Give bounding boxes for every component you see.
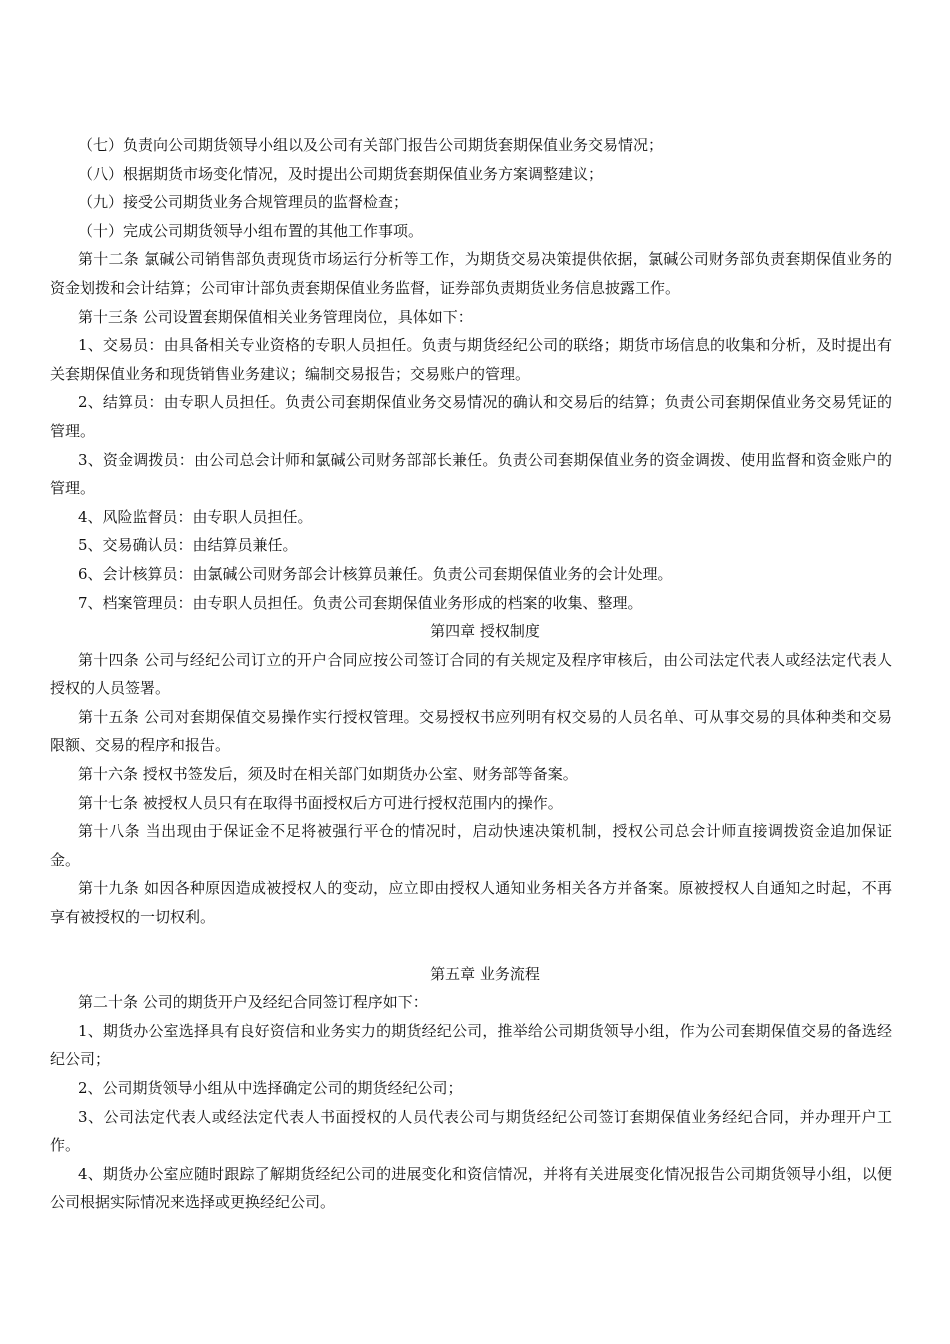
article-14: [50, 646, 892, 703]
article-14-text: 第十四条 公司与经纪公司订立的开户合同应按公司签订合同的有关规定及程序审核后，由公司法定代表人或经法定代表人授权的人员签署。: [50, 650, 892, 698]
article-13: [78, 303, 892, 332]
role-settlement: [50, 388, 892, 445]
article-15: [50, 703, 892, 760]
role-confirm: [78, 531, 892, 560]
article-17-text: 第十七条 被授权人员只有在取得书面授权后方可进行授权范围内的操作。: [78, 793, 563, 812]
clause-8: [78, 160, 892, 189]
clause-7-text: （七）负责向公司期货领导小组以及公司有关部门报告公司期货套期保值业务交易情况；: [78, 136, 664, 154]
procedure-step-3: [50, 1103, 892, 1160]
article-18: [50, 817, 892, 874]
article-13-text: 第十三条 公司设置套期保值相关业务管理岗位，具体如下：: [78, 307, 473, 326]
role-trader: [50, 331, 892, 388]
article-16: [78, 760, 892, 789]
role-trader-text: 1、交易员：由具备相关专业资格的专职人员担任。负责与期货经纪公司的联络；期货市场信息的收集和分析，及时提出有关套期保值业务和现货销售业务建议；编制交易报告；交易账户的管理。: [50, 336, 892, 383]
role-accounting: [78, 560, 892, 589]
section-spacer: [78, 932, 892, 960]
role-funds: [50, 446, 892, 503]
role-archive-text: 7、档案管理员：由专职人员担任。负责公司套期保值业务形成的档案的收集、整理。: [78, 593, 643, 612]
role-confirm-text: 5、交易确认员：由结算员兼任。: [78, 536, 298, 555]
clause-9: [78, 188, 892, 217]
role-risk-text: 4、风险监督员：由专职人员担任。: [78, 507, 313, 526]
procedure-step-4-text: 4、期货办公室应随时跟踪了解期货经纪公司的进展变化和资信情况，并将有关进展变化情况报告公司期货领导小组，以便公司根据实际情况来选择或更换经纪公司。: [50, 1164, 892, 1212]
article-15-text: 第十五条 公司对套期保值交易操作实行授权管理。交易授权书应列明有权交易的人员名单、可从事交易的具体种类和交易限额、交易的程序和报告。: [50, 707, 892, 755]
role-funds-text: 3、资金调拨员：由公司总会计师和氯碱公司财务部部长兼任。负责公司套期保值业务的资金调拨、使用监督和资金账户的管理。: [50, 450, 892, 498]
article-19: [50, 874, 892, 931]
clause-10-text: （十）完成公司期货领导小组布置的其他工作事项。: [78, 221, 424, 240]
procedure-step-1-text: 1、期货办公室选择具有良好资信和业务实力的期货经纪公司，推举给公司期货领导小组，作为公司套期保值交易的备选经纪公司；: [50, 1021, 892, 1069]
article-12: [50, 245, 892, 302]
clause-10: [78, 217, 892, 246]
procedure-step-3-text: 3、公司法定代表人或经法定代表人书面授权的人员代表公司与期货经纪公司签订套期保值业务经纪合同，并办理开户工作。: [50, 1107, 892, 1155]
article-20-text: 第二十条 公司的期货开户及经纪合同签订程序如下：: [78, 993, 428, 1012]
article-17: [78, 789, 892, 818]
article-12-text: 第十二条 氯碱公司销售部负责现货市场运行分析等工作，为期货交易决策提供依据，氯碱公司财务部负责套期保值业务的资金划拨和会计结算；公司审计部负责套期保值业务监督，证券部负责期货业务信息披露工作。: [50, 250, 892, 297]
procedure-step-4: [50, 1160, 892, 1217]
procedure-step-1: [50, 1017, 892, 1074]
role-risk: [78, 503, 892, 532]
role-settlement-text: 2、结算员：由专职人员担任。负责公司套期保值业务交易情况的确认和交易后的结算；负责公司套期保值业务交易凭证的管理。: [50, 393, 892, 440]
document-page: [50, 131, 892, 1217]
article-20: [78, 988, 892, 1017]
clause-9-text: （九）接受公司期货业务合规管理员的监督检查；: [78, 193, 409, 212]
article-18-text: 第十八条 当出现由于保证金不足将被强行平仓的情况时，启动快速决策机制，授权公司总会计师直接调拨资金追加保证金。: [50, 822, 892, 869]
clause-7: [78, 131, 892, 160]
procedure-step-2: [78, 1074, 892, 1103]
procedure-step-2-text: 2、公司期货领导小组从中选择确定公司的期货经纪公司；: [78, 1079, 463, 1097]
chapter-5-title: 第五章 业务流程: [430, 964, 540, 983]
chapter-4-title: 第四章 授权制度: [430, 622, 540, 641]
clause-8-text: （八）根据期货市场变化情况，及时提出公司期货套期保值业务方案调整建议；: [78, 164, 604, 183]
role-accounting-text: 6、会计核算员：由氯碱公司财务部会计核算员兼任。负责公司套期保值业务的会计处理。: [78, 564, 673, 583]
article-16-text: 第十六条 授权书签发后，须及时在相关部门如期货办公室、财务部等备案。: [78, 765, 578, 784]
role-archive: [78, 589, 892, 618]
article-19-text: 第十九条 如因各种原因造成被授权人的变动，应立即由授权人通知业务相关各方并备案。原被授权人自通知之时起，不再享有被授权的一切权利。: [50, 879, 892, 927]
